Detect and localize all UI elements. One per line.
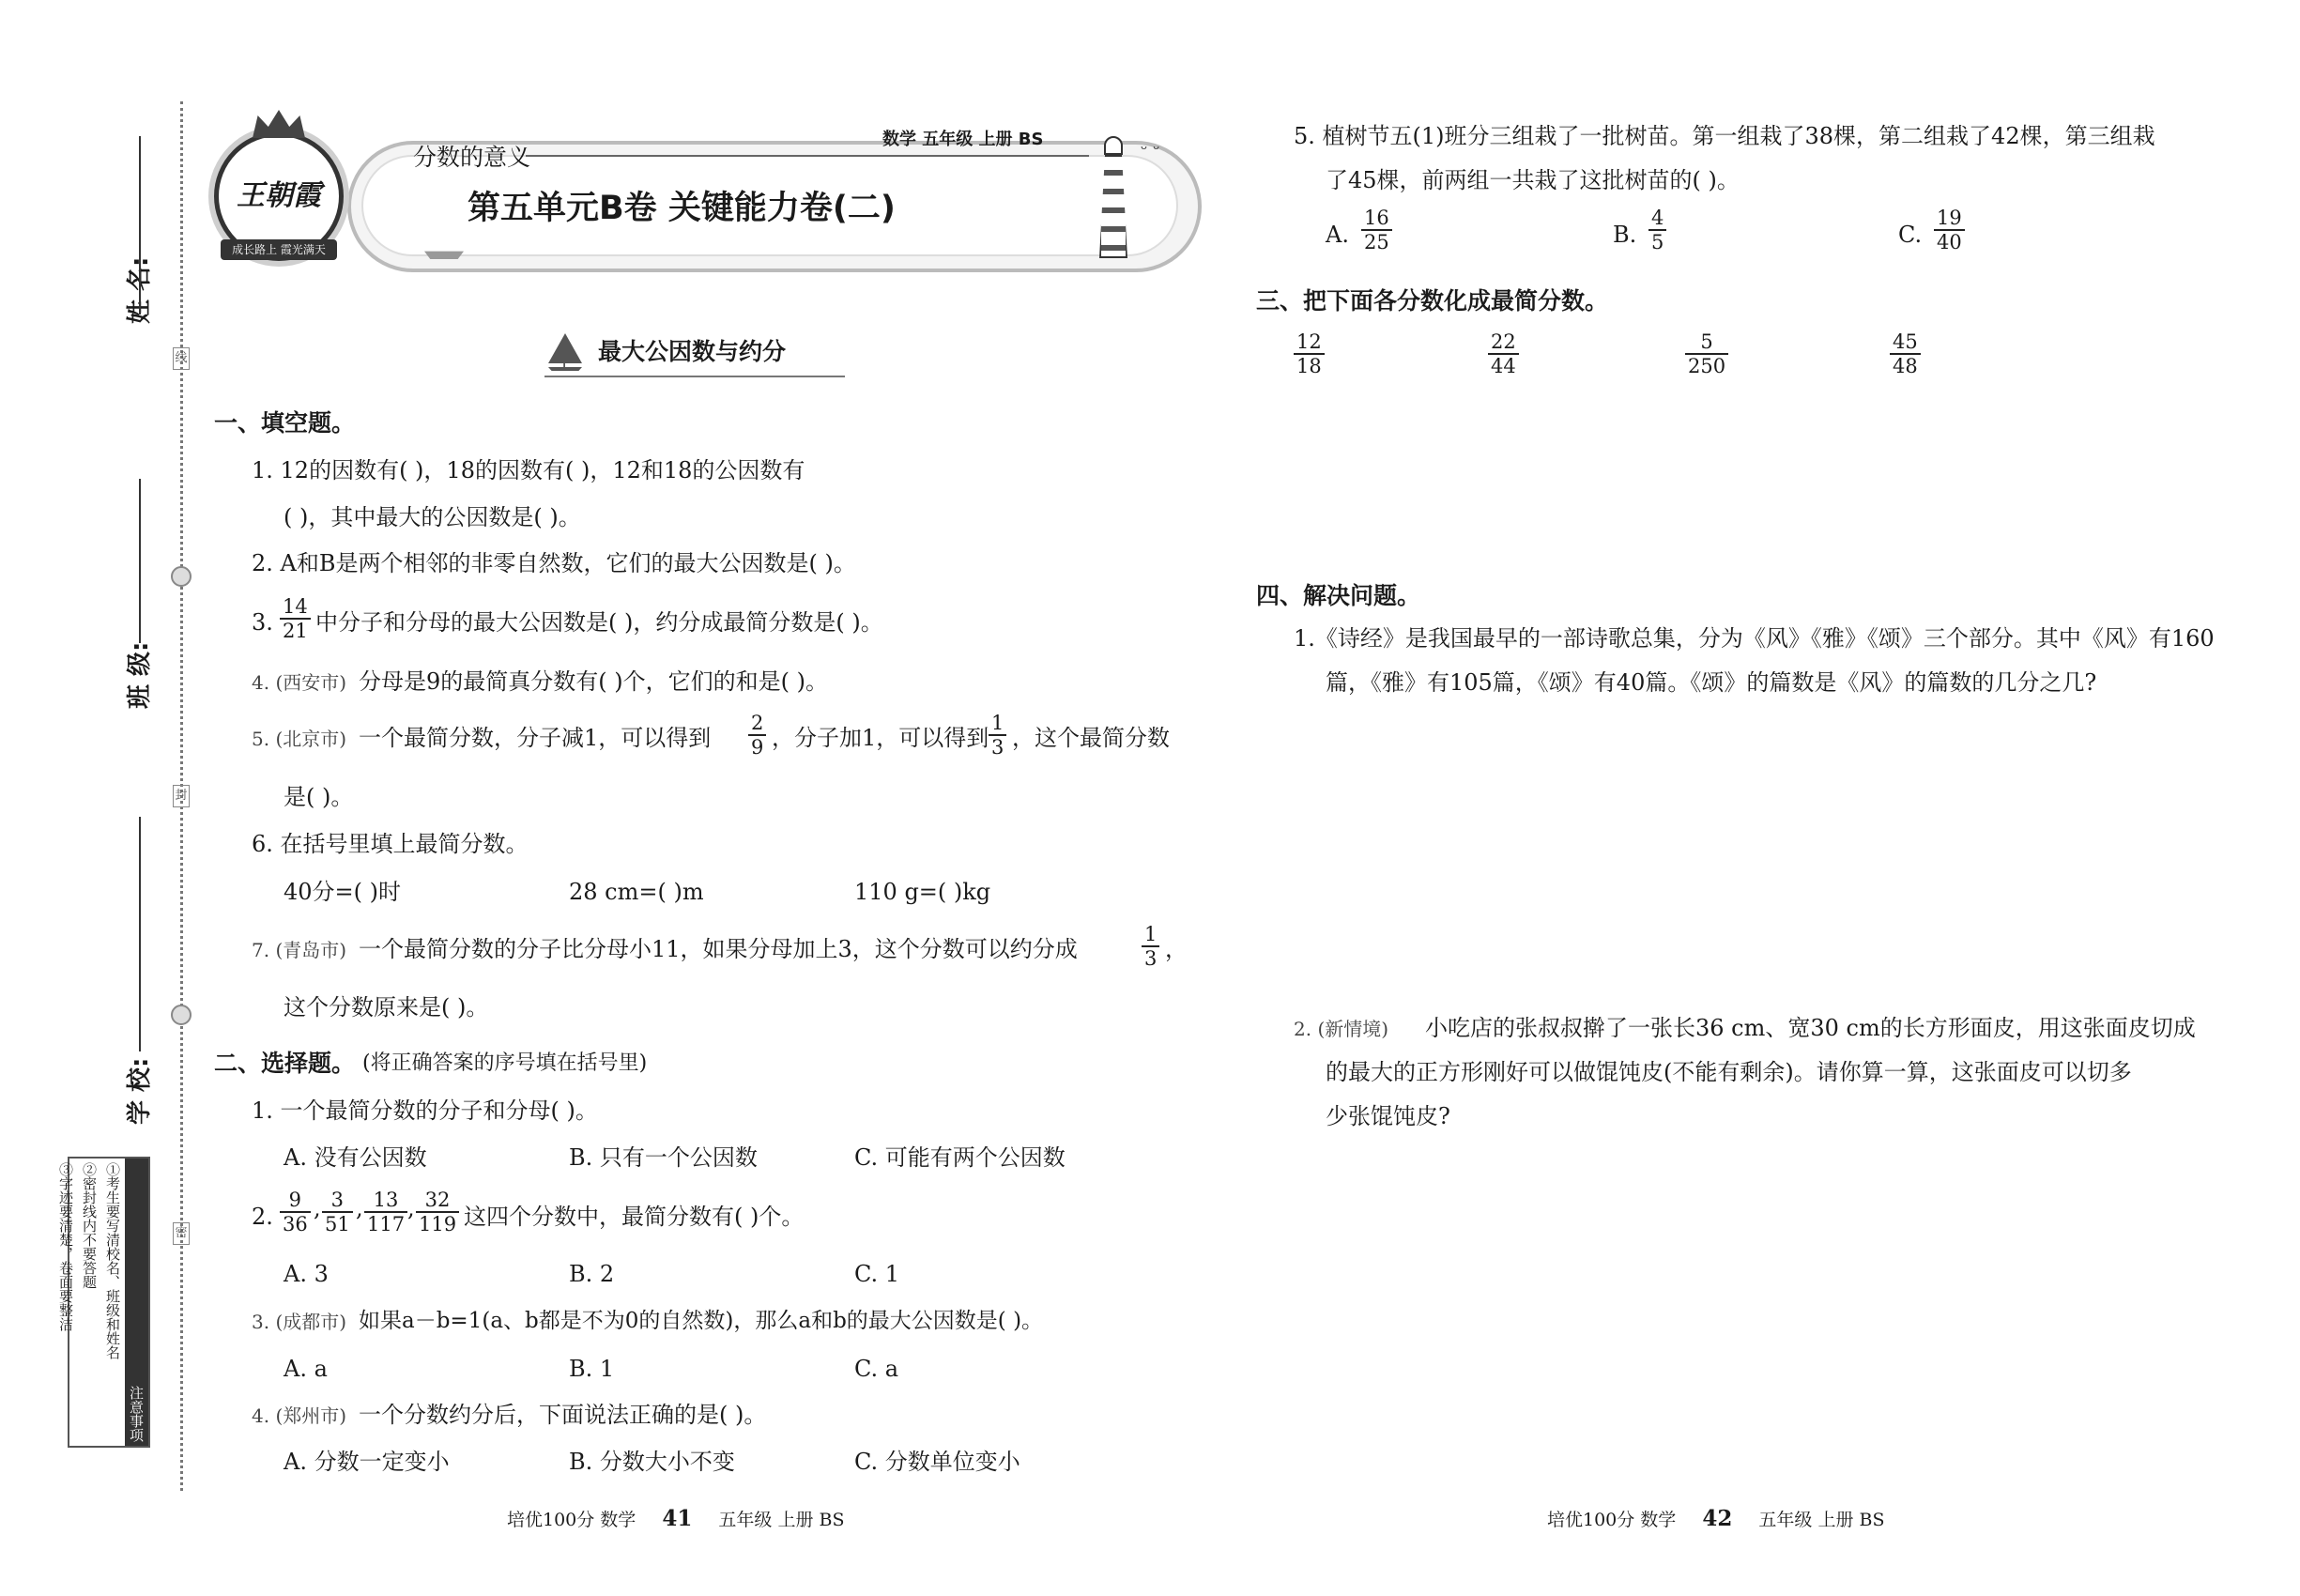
- logo-ribbon: 成长路上 霞光满天: [221, 239, 337, 260]
- s3-fraction-1: [1294, 330, 1325, 377]
- s1-q5-text-b: ，分子加1，可以得到: [772, 725, 989, 751]
- bird-icon: ᵕ ᵕ: [1141, 140, 1160, 160]
- fraction-numerator: 12: [1296, 330, 1322, 353]
- school-line: [139, 817, 141, 1051]
- fraction-numerator: 9: [288, 1189, 302, 1211]
- notice-item-3: ③字迹要清楚，卷面要整洁: [57, 1162, 74, 1331]
- s2-q2-opt-a: A. 3: [284, 1261, 329, 1287]
- s2-q1-opt-c: C. 可能有两个公因数: [854, 1144, 1066, 1171]
- class-line: [139, 479, 141, 643]
- fraction-denominator: 18: [1294, 353, 1325, 377]
- s1-q7-city: 7. (青岛市): [252, 939, 347, 961]
- s1-q6-b: 28 cm=( )m: [569, 879, 704, 905]
- s2-q2-fraction-2: [322, 1189, 353, 1235]
- r-q5-opt-a-fraction: [1361, 207, 1392, 253]
- fraction-numerator: 4: [1651, 207, 1664, 229]
- s2-q2-fraction-3: [364, 1189, 407, 1235]
- fraction-denominator: 21: [280, 618, 311, 642]
- r-q5-opt-c-fraction: [1934, 207, 1965, 253]
- s1-q5-text-a: 一个最简分数，分子减1，可以得到: [359, 725, 712, 751]
- fraction-denominator: 40: [1934, 229, 1965, 253]
- s2-title: 二、选择题。: [214, 1050, 356, 1077]
- r-q5-opt-c-label: C.: [1898, 222, 1923, 248]
- binding-hole-2: [171, 1005, 192, 1025]
- s1-q7-text-c: 这个分数原来是( )。: [284, 994, 489, 1021]
- fraction-denominator: 51: [322, 1211, 353, 1235]
- fraction-numerator: 5: [1700, 330, 1713, 353]
- footer-grade: 五年级 上册 BS: [718, 1510, 845, 1530]
- logo-text: 王朝霞: [237, 179, 321, 212]
- s2-q4-opt-c: C. 分数单位变小: [854, 1449, 1020, 1475]
- s2-q1-opt-a: A. 没有公因数: [284, 1144, 427, 1171]
- s2-q2-fraction-1: [280, 1189, 311, 1235]
- footer-series: 培优100分 数学: [507, 1510, 636, 1530]
- s2-q1: 1. 一个最简分数的分子和分母( )。: [252, 1097, 598, 1124]
- fraction-denominator: 117: [364, 1211, 407, 1235]
- fraction-denominator: 119: [416, 1211, 459, 1235]
- fraction-denominator: 5: [1648, 229, 1666, 253]
- logo-crown-icon: [253, 110, 305, 138]
- comma: ,: [356, 1195, 363, 1221]
- s1-q3-text: 中分子和分母的最大公因数是( )，约分成最简分数是( )。: [315, 609, 883, 636]
- unit-topic: 分数的意义: [413, 144, 531, 171]
- s2-q2-num: 2.: [252, 1204, 273, 1230]
- s1-q6-a: 40分=( )时: [284, 879, 402, 905]
- r-q5-opt-a-label: A.: [1326, 222, 1349, 248]
- s2-q4-opt-a: A. 分数一定变小: [284, 1449, 450, 1475]
- s2-q2-opt-b: B. 2: [569, 1261, 615, 1287]
- s1-q6-c: 110 g=( )kg: [854, 879, 991, 905]
- fraction-numerator: 45: [1893, 330, 1918, 353]
- s2-q3-city: 3. (成都市): [252, 1311, 347, 1333]
- lighthouse-icon: [1092, 136, 1135, 258]
- s4-p2-line2: 的最大的正方形刚好可以做馄饨皮(不能有剩余)。请你算一算，这张面皮可以切多: [1326, 1059, 2132, 1085]
- fraction-numerator: 1: [1144, 923, 1158, 945]
- s3-title: 三、把下面各分数化成最简分数。: [1256, 287, 1609, 315]
- notice-box: [57, 1157, 150, 1448]
- right-footer: [1547, 1506, 1884, 1531]
- s1-title: 一、填空题。: [214, 409, 356, 437]
- s4-p1-line1: 1.《诗经》是我国最早的一部诗歌总集，分为《风》《雅》《颂》三个部分。其中《风》有160: [1294, 625, 2215, 652]
- s1-q3-num: 3.: [252, 609, 273, 636]
- s2-q1-opt-b: B. 只有一个公因数: [569, 1144, 758, 1171]
- s4-p2-city: 2. (新情境): [1294, 1018, 1389, 1040]
- s2-q4-opt-b: B. 分数大小不变: [569, 1449, 735, 1475]
- s1-q7-text-b: ，: [1165, 936, 1188, 962]
- page-title: 第五单元B卷 关键能力卷(二): [468, 190, 896, 227]
- s3-fraction-3: [1685, 330, 1728, 377]
- s1-q5-text-c: ，这个最简分数: [1012, 725, 1170, 751]
- s2-q2-text: 这四个分数中，最简分数有( )个。: [464, 1204, 805, 1230]
- logo-badge: [214, 131, 344, 261]
- comma: ,: [314, 1195, 321, 1221]
- left-footer: [507, 1506, 844, 1531]
- notice-item-2: ②密封线内不要答题: [81, 1162, 98, 1289]
- s2-note: (将正确答案的序号填在括号里): [362, 1051, 648, 1075]
- s2-q2-opt-c: C. 1: [854, 1261, 900, 1287]
- s1-q1-line1: 1. 12的因数有( )，18的因数有( )，12和18的公因数有: [252, 457, 805, 483]
- name-line: [139, 136, 141, 315]
- s2-q3-opt-a: A. a: [284, 1356, 328, 1382]
- topic-underline: [544, 376, 845, 377]
- fraction-denominator: 48: [1890, 353, 1921, 377]
- notice-item-1: ①考生要写清校名、班级和姓名: [104, 1162, 121, 1359]
- fraction-denominator: 3: [989, 734, 1006, 759]
- fraction-numerator: 2: [751, 712, 764, 734]
- fraction-numerator: 3: [330, 1189, 345, 1211]
- fraction-denominator: 25: [1361, 229, 1392, 253]
- fraction-denominator: 36: [280, 1211, 311, 1235]
- s1-q5-fraction-1: [748, 712, 766, 759]
- notice-title: 注意事项: [125, 1159, 148, 1446]
- s4-p1-line2: 篇，《雅》有105篇，《颂》有40篇。《颂》的篇数是《风》的篇数的几分之几?: [1326, 669, 2097, 696]
- s1-q3-fraction: [280, 595, 311, 642]
- fraction-denominator: 9: [748, 734, 766, 759]
- s2-q3-opt-c: C. a: [854, 1356, 899, 1382]
- fraction-numerator: 16: [1364, 207, 1389, 229]
- s2-q3-text: 如果a－b=1(a、b都是不为0的自然数)，那么a和b的最大公因数是( )。: [359, 1309, 1044, 1333]
- r-q5-line2: 了45棵，前两组一共栽了这批树苗的( )。: [1326, 167, 1740, 193]
- fraction-numerator: 13: [373, 1189, 399, 1211]
- s3-fraction-2: [1488, 330, 1519, 377]
- r-q5-opt-b-label: B.: [1613, 222, 1637, 248]
- fraction-numerator: 32: [424, 1189, 451, 1211]
- class-label: 班 级:: [126, 641, 154, 709]
- s2-q3-opt-b: B. 1: [569, 1356, 615, 1382]
- footer-series: 培优100分 数学: [1547, 1510, 1677, 1530]
- s1-q1-line2: ( )，其中最大的公因数是( )。: [284, 504, 581, 530]
- meta-underline: [526, 155, 1089, 157]
- fraction-denominator: 3: [1142, 945, 1159, 970]
- s1-q2: 2. A和B是两个相邻的非零自然数，它们的最大公因数是( )。: [252, 550, 856, 576]
- s2-q4-city: 4. (郑州市): [252, 1404, 347, 1427]
- school-label: 学 校:: [126, 1057, 154, 1125]
- s4-p2-line3: 少张馄饨皮?: [1326, 1103, 1450, 1129]
- footer-grade: 五年级 上册 BS: [1758, 1510, 1885, 1530]
- seal-mark-line: 线: [173, 347, 190, 370]
- s4-p2-line1: 小吃店的张叔叔擀了一张长36 cm、宽30 cm的长方形面皮，用这张面皮切成: [1425, 1015, 2196, 1041]
- page-number: 42: [1702, 1506, 1733, 1531]
- s3-fraction-4: [1890, 330, 1921, 377]
- r-q5-opt-b-fraction: [1648, 207, 1666, 253]
- course-meta: 数学 五年级 上册 BS: [882, 130, 1044, 149]
- comma: ,: [407, 1195, 415, 1221]
- s1-q5-fraction-2: [989, 712, 1006, 759]
- fraction-numerator: 22: [1491, 330, 1516, 353]
- fraction-numerator: 14: [283, 595, 308, 618]
- s1-q5-city: 5. (北京市): [252, 728, 347, 750]
- seal-mark-close: 密: [173, 1222, 190, 1245]
- section-topic: 最大公因数与约分: [598, 338, 787, 365]
- s4-title: 四、解决问题。: [1256, 582, 1421, 609]
- fraction-numerator: 1: [991, 712, 1004, 734]
- r-q5-line1: 5. 植树节五(1)班分三组栽了一批树苗。第一组栽了38棵，第二组栽了42棵，第三组栽: [1294, 123, 2155, 149]
- fraction-denominator: 44: [1488, 353, 1519, 377]
- s1-q5-text-d: 是( )。: [284, 784, 354, 810]
- seal-mark-seal: 封: [173, 785, 190, 807]
- fraction-denominator: 250: [1685, 353, 1728, 377]
- s1-q7-text-a: 一个最简分数的分子比分母小11，如果分母加上3，这个分数可以约分成: [359, 936, 1078, 962]
- s2-q2-fraction-4: [416, 1189, 459, 1235]
- s1-q7-fraction: [1142, 923, 1159, 970]
- page-number: 41: [662, 1506, 693, 1531]
- s1-q4-city: 4. (西安市): [252, 671, 347, 694]
- name-label: 姓 名:: [126, 256, 154, 324]
- sailboat-icon: [548, 333, 582, 371]
- s1-q4-text: 分母是9的最简真分数有( )个，它们的和是( )。: [359, 668, 828, 695]
- binding-hole-1: [171, 566, 192, 587]
- s2-q4-text: 一个分数约分后，下面说法正确的是( )。: [359, 1402, 767, 1428]
- fraction-numerator: 19: [1937, 207, 1962, 229]
- s1-q6: 6. 在括号里填上最简分数。: [252, 831, 529, 857]
